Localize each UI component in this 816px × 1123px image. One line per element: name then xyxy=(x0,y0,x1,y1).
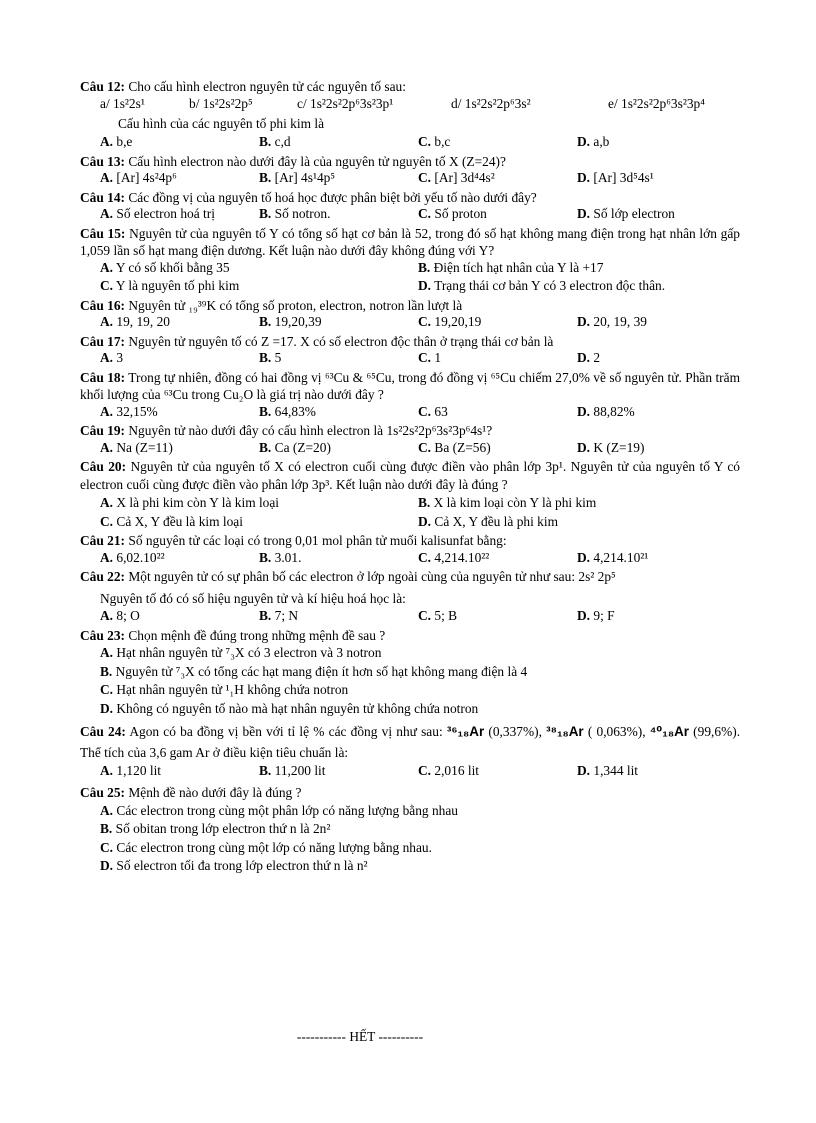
option-d[interactable]: D. Số electron tối đa trong lớp electron thứ n là n² xyxy=(100,858,368,873)
option-d[interactable]: D. 9; F xyxy=(577,608,615,623)
options-row xyxy=(80,314,740,333)
end-marker: ----------- HẾT ---------- xyxy=(296,1029,424,1044)
option-b[interactable]: B. 5 xyxy=(259,350,282,365)
config-c: c/ 1s²2s²2p⁶3s²3p¹ xyxy=(297,95,394,111)
isotope-symbol: ₁₉³⁹K xyxy=(188,297,217,313)
option-a[interactable]: A. 1,120 lit xyxy=(100,763,162,778)
question-text: Nguyên tử của nguyên tố X có electron cuối cùng được điền vào phân lớp 3p¹. Nguyên tử của nguyên tố Y có electron cuối cùng được điền vào phân lớp 3p³. Kết luận nào dưới đây là đúng ? xyxy=(80,459,741,492)
question-number: Câu 15: xyxy=(80,225,126,241)
option-b[interactable]: B. 19,20,39 xyxy=(259,314,322,329)
option-d[interactable]: D. [Ar] 3d⁵4s¹ xyxy=(577,170,654,185)
options-row xyxy=(80,278,740,297)
option-c[interactable]: C. 2,016 lit xyxy=(418,763,480,778)
option-c[interactable]: C. 5; B xyxy=(418,608,458,623)
option-a[interactable]: A. Na (Z=11) xyxy=(100,439,173,455)
question-15 xyxy=(80,225,740,297)
option-d[interactable]: D. a,b xyxy=(577,134,610,149)
option-d[interactable]: D. Cả X, Y đều là phi kim xyxy=(418,513,558,529)
question-text: Cho cấu hình electron nguyên tử các nguyên tố sau: xyxy=(128,79,406,94)
option-a[interactable]: A. 32,15% xyxy=(100,403,158,419)
option-a[interactable]: A. 8; O xyxy=(100,608,140,623)
option-b[interactable]: B. 3.01. xyxy=(259,549,302,565)
option-d[interactable]: D. Không có nguyên tố nào mà hạt nhân nguyên tử không chứa notron xyxy=(100,700,479,716)
option-c[interactable]: C. 1 xyxy=(418,350,442,365)
question-23 xyxy=(80,627,740,719)
option-a[interactable]: A. [Ar] 4s²4p⁶ xyxy=(100,170,177,185)
question-text: Mệnh đề nào dưới đây là đúng ? xyxy=(128,785,302,800)
option-b[interactable]: B. Nguyên tử ⁷₃X có tổng các hạt mang điện ít hơn số hạt không mang điện là 4 xyxy=(100,663,528,679)
option-c[interactable]: C. Ba (Z=56) xyxy=(418,439,491,455)
question-24: Câu 24: Agon có ba đồng vị bền với tỉ lệ % các đồng vị như sau: ³⁶₁₈Ar (0,337%), ³⁸₁₈Ar ( 0,063%), ⁴⁰₁₈Ar (99,6%). Thể tích của 3,6 gam Ar ở điều kiện tiêu chuẩn là: A. 1,120 lit B. 11,200 lit C. 2,016 lit D. 1,344 lit xyxy=(80,718,740,784)
option-b[interactable]: B. 64,83% xyxy=(259,403,316,419)
option-d[interactable]: D. 20, 19, 39 xyxy=(577,314,647,329)
question-text: Cấu hình electron nào dưới đây là của nguyên tử nguyên tố X (Z=24)? xyxy=(128,153,506,169)
option-c[interactable]: C. Y là nguyên tố phi kim xyxy=(100,278,240,293)
question-number: Câu 14: xyxy=(80,189,126,205)
option-d[interactable]: D. 88,82% xyxy=(577,403,635,419)
option-c[interactable]: C. [Ar] 3d⁴4s² xyxy=(418,170,495,185)
options-row xyxy=(80,763,740,784)
question-12 xyxy=(80,78,740,153)
option-d[interactable]: D. Số lớp electron xyxy=(577,206,675,221)
option-c[interactable]: C. Số proton xyxy=(418,206,487,221)
option-a[interactable]: A. Hạt nhân nguyên tử ⁷₃X có 3 electron và 3 notron xyxy=(100,645,382,660)
option-b[interactable]: B. Điện tích hạt nhân của Y là +17 xyxy=(418,259,604,275)
question-18 xyxy=(80,369,740,423)
config-d: d/ 1s²2s²2p⁶3s² xyxy=(451,95,531,111)
isotope-ar40: ⁴⁰₁₈Ar xyxy=(649,724,689,739)
options-row xyxy=(80,550,740,569)
options-row xyxy=(80,170,740,189)
option-a[interactable]: A. 19, 19, 20 xyxy=(100,314,170,329)
exam-page xyxy=(80,78,741,1044)
options-row xyxy=(80,404,740,423)
question-number: Câu 12: xyxy=(80,79,126,94)
option-a[interactable]: A. 3 xyxy=(100,350,124,365)
question-number: Câu 21: xyxy=(80,533,126,548)
option-c[interactable]: C. 63 xyxy=(418,403,448,419)
option-d[interactable]: D. 4,214.10²¹ xyxy=(577,549,649,565)
option-b[interactable]: B. 11,200 lit xyxy=(259,763,326,778)
isotope-ar38: ³⁸₁₈Ar xyxy=(546,724,584,739)
question-note: Cấu hình của các nguyên tố phi kim là xyxy=(118,116,325,131)
question-text: Chọn mệnh đề đúng trong những mệnh đề sau ? xyxy=(128,627,386,643)
question-text: Trong tự nhiên, đồng có hai đồng vị ⁶³Cu & ⁶⁵Cu, trong đó đồng vị ⁶⁵Cu chiếm 27,0% về số nguyên tử. Phần trăm khối lượng của ⁶³Cu trong Cu₂O là giá trị nào dưới đây ? xyxy=(80,369,741,402)
option-a[interactable]: A. 6,02.10²² xyxy=(100,549,165,565)
question-text: Các đồng vị của nguyên tố hoá học được phân biệt bởi yếu tố nào dưới đây? xyxy=(128,189,537,205)
question-text: Số nguyên tử các loại có trong 0,01 mol phân tử muối kalisunfat bằng: xyxy=(128,533,507,548)
options-row xyxy=(80,260,740,279)
option-a[interactable]: A. Số electron hoá trị xyxy=(100,206,215,221)
options-row xyxy=(80,206,740,225)
option-c[interactable]: C. b,c xyxy=(418,134,451,149)
option-b[interactable]: B. [Ar] 4s¹4p⁵ xyxy=(259,170,336,185)
options-row xyxy=(80,514,740,533)
question-number: Câu 20: xyxy=(80,459,127,474)
question-14 xyxy=(80,189,740,225)
question-20 xyxy=(80,458,740,532)
option-b[interactable]: B. X là kim loại còn Y là phi kim xyxy=(418,495,597,510)
option-b[interactable]: B. 7; N xyxy=(259,608,299,623)
option-a[interactable]: A. b,e xyxy=(100,134,133,149)
question-19 xyxy=(80,422,740,458)
options-row xyxy=(80,350,740,369)
option-c[interactable]: C. Hạt nhân nguyên tử ¹₁H không chứa notron xyxy=(100,682,349,697)
option-b[interactable]: B. c,d xyxy=(259,134,291,149)
config-a: a/ 1s²2s¹ xyxy=(100,95,145,111)
options-row xyxy=(80,134,740,153)
option-d[interactable]: D. 1,344 lit xyxy=(577,763,639,778)
option-b[interactable]: B. Số obitan trong lớp electron thứ n là 2n² xyxy=(100,821,331,836)
question-number: Câu 17: xyxy=(80,333,126,349)
question-text: Nguyên tử của nguyên tố Y có tổng số hạt cơ bản là 52, trong đó số hạt không mang điện trong hạt nhân lớn gấp 1,059 lần số hạt mang điện dương. Kết luận nào dưới đây không đúng với Y? xyxy=(80,225,740,258)
question-number: Câu 23: xyxy=(80,627,126,643)
question-text: Một nguyên tử có sự phân bố các electron ở lớp ngoài cùng của nguyên tử như sau: 2s² 2p⁵ xyxy=(128,569,616,584)
question-21 xyxy=(80,532,740,568)
option-c[interactable]: C. Các electron trong cùng một lớp có năng lượng bằng nhau. xyxy=(100,839,432,855)
config-e: e/ 1s²2s²2p⁶3s²3p⁴ xyxy=(608,95,705,111)
question-number: Câu 18: xyxy=(80,369,126,385)
option-d[interactable]: D. 2 xyxy=(577,350,601,365)
option-b[interactable]: B. Số notron. xyxy=(259,206,331,221)
question-number: Câu 16: xyxy=(80,297,126,313)
question-number: Câu 22: xyxy=(80,569,126,584)
question-number: Câu 25: xyxy=(80,785,126,800)
option-d[interactable]: D. Trạng thái cơ bản Y có 3 electron độc thân. xyxy=(418,278,666,293)
question-note: Nguyên tố đó có số hiệu nguyên tử và kí hiệu hoá học là: xyxy=(100,590,406,606)
option-a[interactable]: A. Các electron trong cùng một phân lớp có năng lượng bằng nhau xyxy=(100,802,458,818)
options-row xyxy=(80,495,740,514)
option-d[interactable]: D. K (Z=19) xyxy=(577,439,645,455)
question-text: Nguyên tử nào dưới đây có cấu hình electron là 1s²2s²2p⁶3s²3p⁶4s¹? xyxy=(128,423,493,438)
question-number: Câu 19: xyxy=(80,423,126,438)
option-b[interactable]: B. Ca (Z=20) xyxy=(259,439,331,455)
options-row xyxy=(80,608,740,627)
option-c[interactable]: C. Cả X, Y đều là kim loại xyxy=(100,513,243,529)
option-c[interactable]: C. 4,214.10²² xyxy=(418,549,490,565)
question-13 xyxy=(80,153,740,189)
config-list xyxy=(80,96,740,115)
option-a[interactable]: A. Y có số khối bằng 35 xyxy=(100,259,230,275)
question-25 xyxy=(80,784,740,876)
config-b: b/ 1s²2s²2p⁵ xyxy=(189,95,253,111)
options-row xyxy=(80,440,740,459)
option-c[interactable]: C. 19,20,19 xyxy=(418,314,482,329)
question-text: Nguyên tử nguyên tố có Z =17. X có số electron độc thân ở trạng thái cơ bản là xyxy=(128,333,554,349)
option-a[interactable]: A. X là phi kim còn Y là kim loại xyxy=(100,495,280,510)
isotope-ar36: ³⁶₁₈Ar xyxy=(446,724,485,739)
question-17 xyxy=(80,333,740,369)
question-16: Câu 16: Nguyên tử ₁₉³⁹K có tổng số proton, electron, notron lần lượt là A. 19, 19, 20 B. 19,20,39 C. 19,20,19 D. 20, 19, 39 xyxy=(80,297,740,333)
question-number: Câu 13: xyxy=(80,153,126,169)
question-number: Câu 24: xyxy=(80,724,126,739)
question-22 xyxy=(80,568,740,627)
